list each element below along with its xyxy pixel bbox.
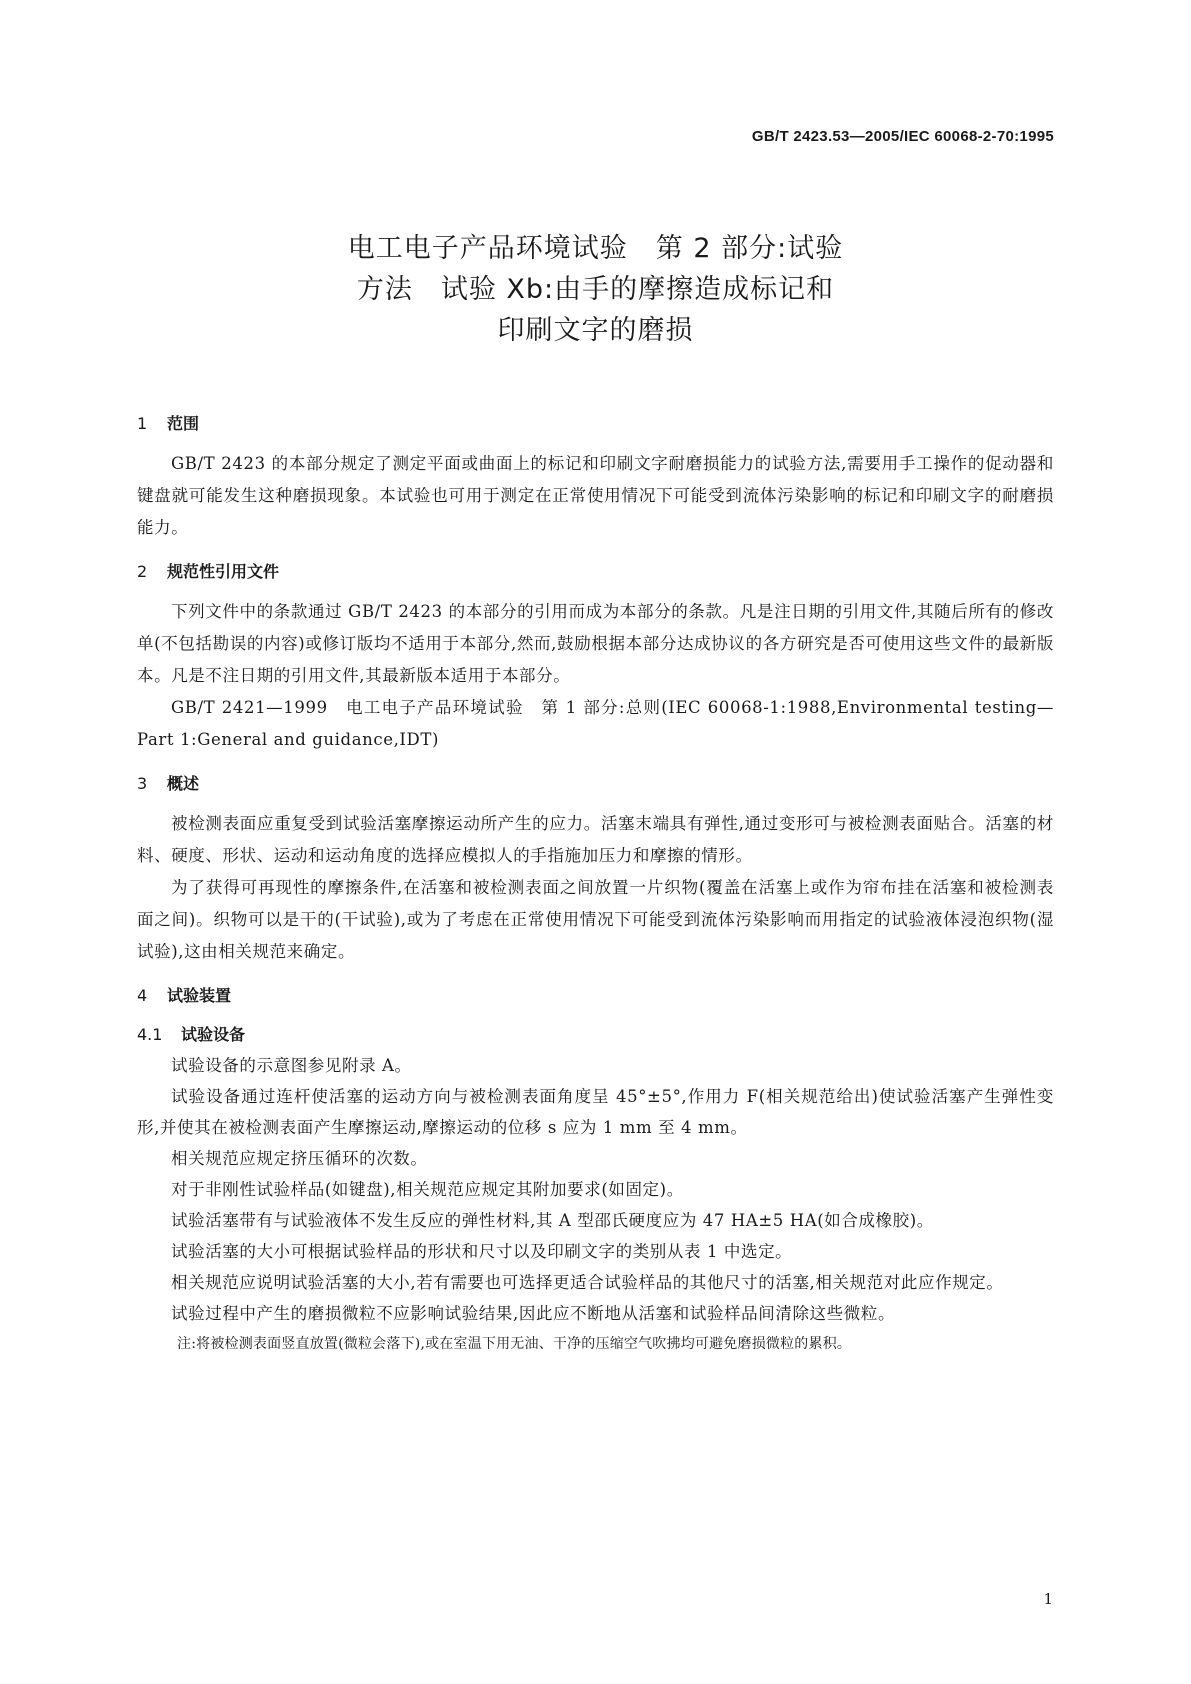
subsection-paragraph-2: 试验设备通过连杆使活塞的运动方向与被检测表面角度呈 45°±5°,作用力 F(相关规范给出)使试验活塞产生弹性变形,并使其在被检测表面产生摩擦运动,摩擦运动的位移 s 应为 1 mm 至 4 mm。 [137, 1087, 1054, 1137]
section-1-heading [137, 410, 1054, 438]
subsection-paragraph-4: 对于非刚性试验样品(如键盘),相关规范应规定其附加要求(如固定)。 [171, 1180, 684, 1199]
section-number: 4 [137, 986, 148, 1005]
standard-number: GB/T 2423.53—2005/IEC 60068-2-70:1995 [751, 128, 1054, 145]
section-2-heading [137, 558, 1054, 586]
subsection-title: 试验设备 [181, 1025, 246, 1044]
section-2-paragraph: 下列文件中的条款通过 GB/T 2423 的本部分的引用而成为本部分的条款。凡是注日期的引用文件,其随后所有的修改单(不包括勘误的内容)或修订版均不适用于本部分,然而,鼓励根据本部分达成协议的各方研究是否可使用这些文件的最新版本。凡是不注日期的引用文件,其最新版本适用于本部分。 [137, 602, 1054, 685]
subsection-paragraph-1: 试验设备的示意图参见附录 A。 [171, 1056, 412, 1075]
section-1-paragraph: GB/T 2423 的本部分规定了测定平面或曲面上的标记和印刷文字耐磨损能力的试验方法,需要用手工操作的促动器和键盘就可能发生这种磨损现象。本试验也可用于测定在正常使用情况下可能受到流体污染影响的标记和印刷文字的耐磨损能力。 [137, 454, 1054, 537]
section-title: 范围 [167, 414, 200, 433]
section-number: 1 [137, 414, 148, 433]
subsection-paragraph-5: 试验活塞带有与试验液体不发生反应的弹性材料,其 A 型邵氏硬度应为 47 HA±5 HA(如合成橡胶)。 [171, 1211, 934, 1230]
section-title: 规范性引用文件 [167, 562, 280, 581]
title-line-2: 方法 试验 Xb:由手的摩擦造成标记和 [356, 274, 835, 305]
section-title: 概述 [167, 774, 200, 793]
section-number: 2 [137, 562, 148, 581]
subsection-paragraph-3: 相关规范应规定挤压循环的次数。 [171, 1149, 428, 1168]
subsection-paragraph-6: 试验活塞的大小可根据试验样品的形状和尺寸以及印刷文字的类别从表 1 中选定。 [171, 1242, 793, 1261]
title-line-3: 印刷文字的磨损 [497, 315, 694, 346]
section-title: 试验装置 [167, 986, 232, 1005]
document-body [137, 410, 1054, 1357]
section-3-paragraph-2: 为了获得可再现性的摩擦条件,在活塞和被检测表面之间放置一片织物(覆盖在活塞上或作为帘布挂在活塞和被检测表面之间)。织物可以是干的(干试验),或为了考虑在正常使用情况下可能受到流体污染影响而用指定的试验液体浸泡织物(湿试验),这由相关规范来确定。 [137, 878, 1054, 961]
subsection-paragraph-7: 相关规范应说明试验活塞的大小,若有需要也可选择更适合试验样品的其他尺寸的活塞,相关规范对此应作规定。 [171, 1273, 1004, 1292]
subsection-paragraph-8: 试验过程中产生的磨损微粒不应影响试验结果,因此应不断地从活塞和试验样品间清除这些微粒。 [171, 1304, 896, 1323]
title-line-1: 电工电子产品环境试验 第 2 部分:试验 [347, 233, 844, 264]
document-title [120, 228, 1071, 351]
section-4-heading [137, 982, 1054, 1010]
section-number: 3 [137, 774, 148, 793]
note: 注:将被检测表面竖直放置(微粒会落下),或在室温下用无油、干净的压缩空气吹拂均可避免磨损微粒的累积。 [177, 1336, 852, 1352]
subsection-number: 4.1 [137, 1025, 163, 1044]
section-3-paragraph-1: 被检测表面应重复受到试验活塞摩擦运动所产生的应力。活塞末端具有弹性,通过变形可与被检测表面贴合。活塞的材料、硬度、形状、运动和运动角度的选择应模拟人的手指施加压力和摩擦的情形。 [137, 814, 1054, 865]
normative-reference: GB/T 2421—1999 电工电子产品环境试验 第 1 部分:总则(IEC 60068-1:1988,Environmental testing—Part 1:General and guidance,IDT) [137, 698, 1054, 749]
section-3-heading [137, 770, 1054, 798]
page-number: 1 [1043, 1590, 1053, 1608]
subsection-4-1-heading [137, 1020, 1054, 1050]
